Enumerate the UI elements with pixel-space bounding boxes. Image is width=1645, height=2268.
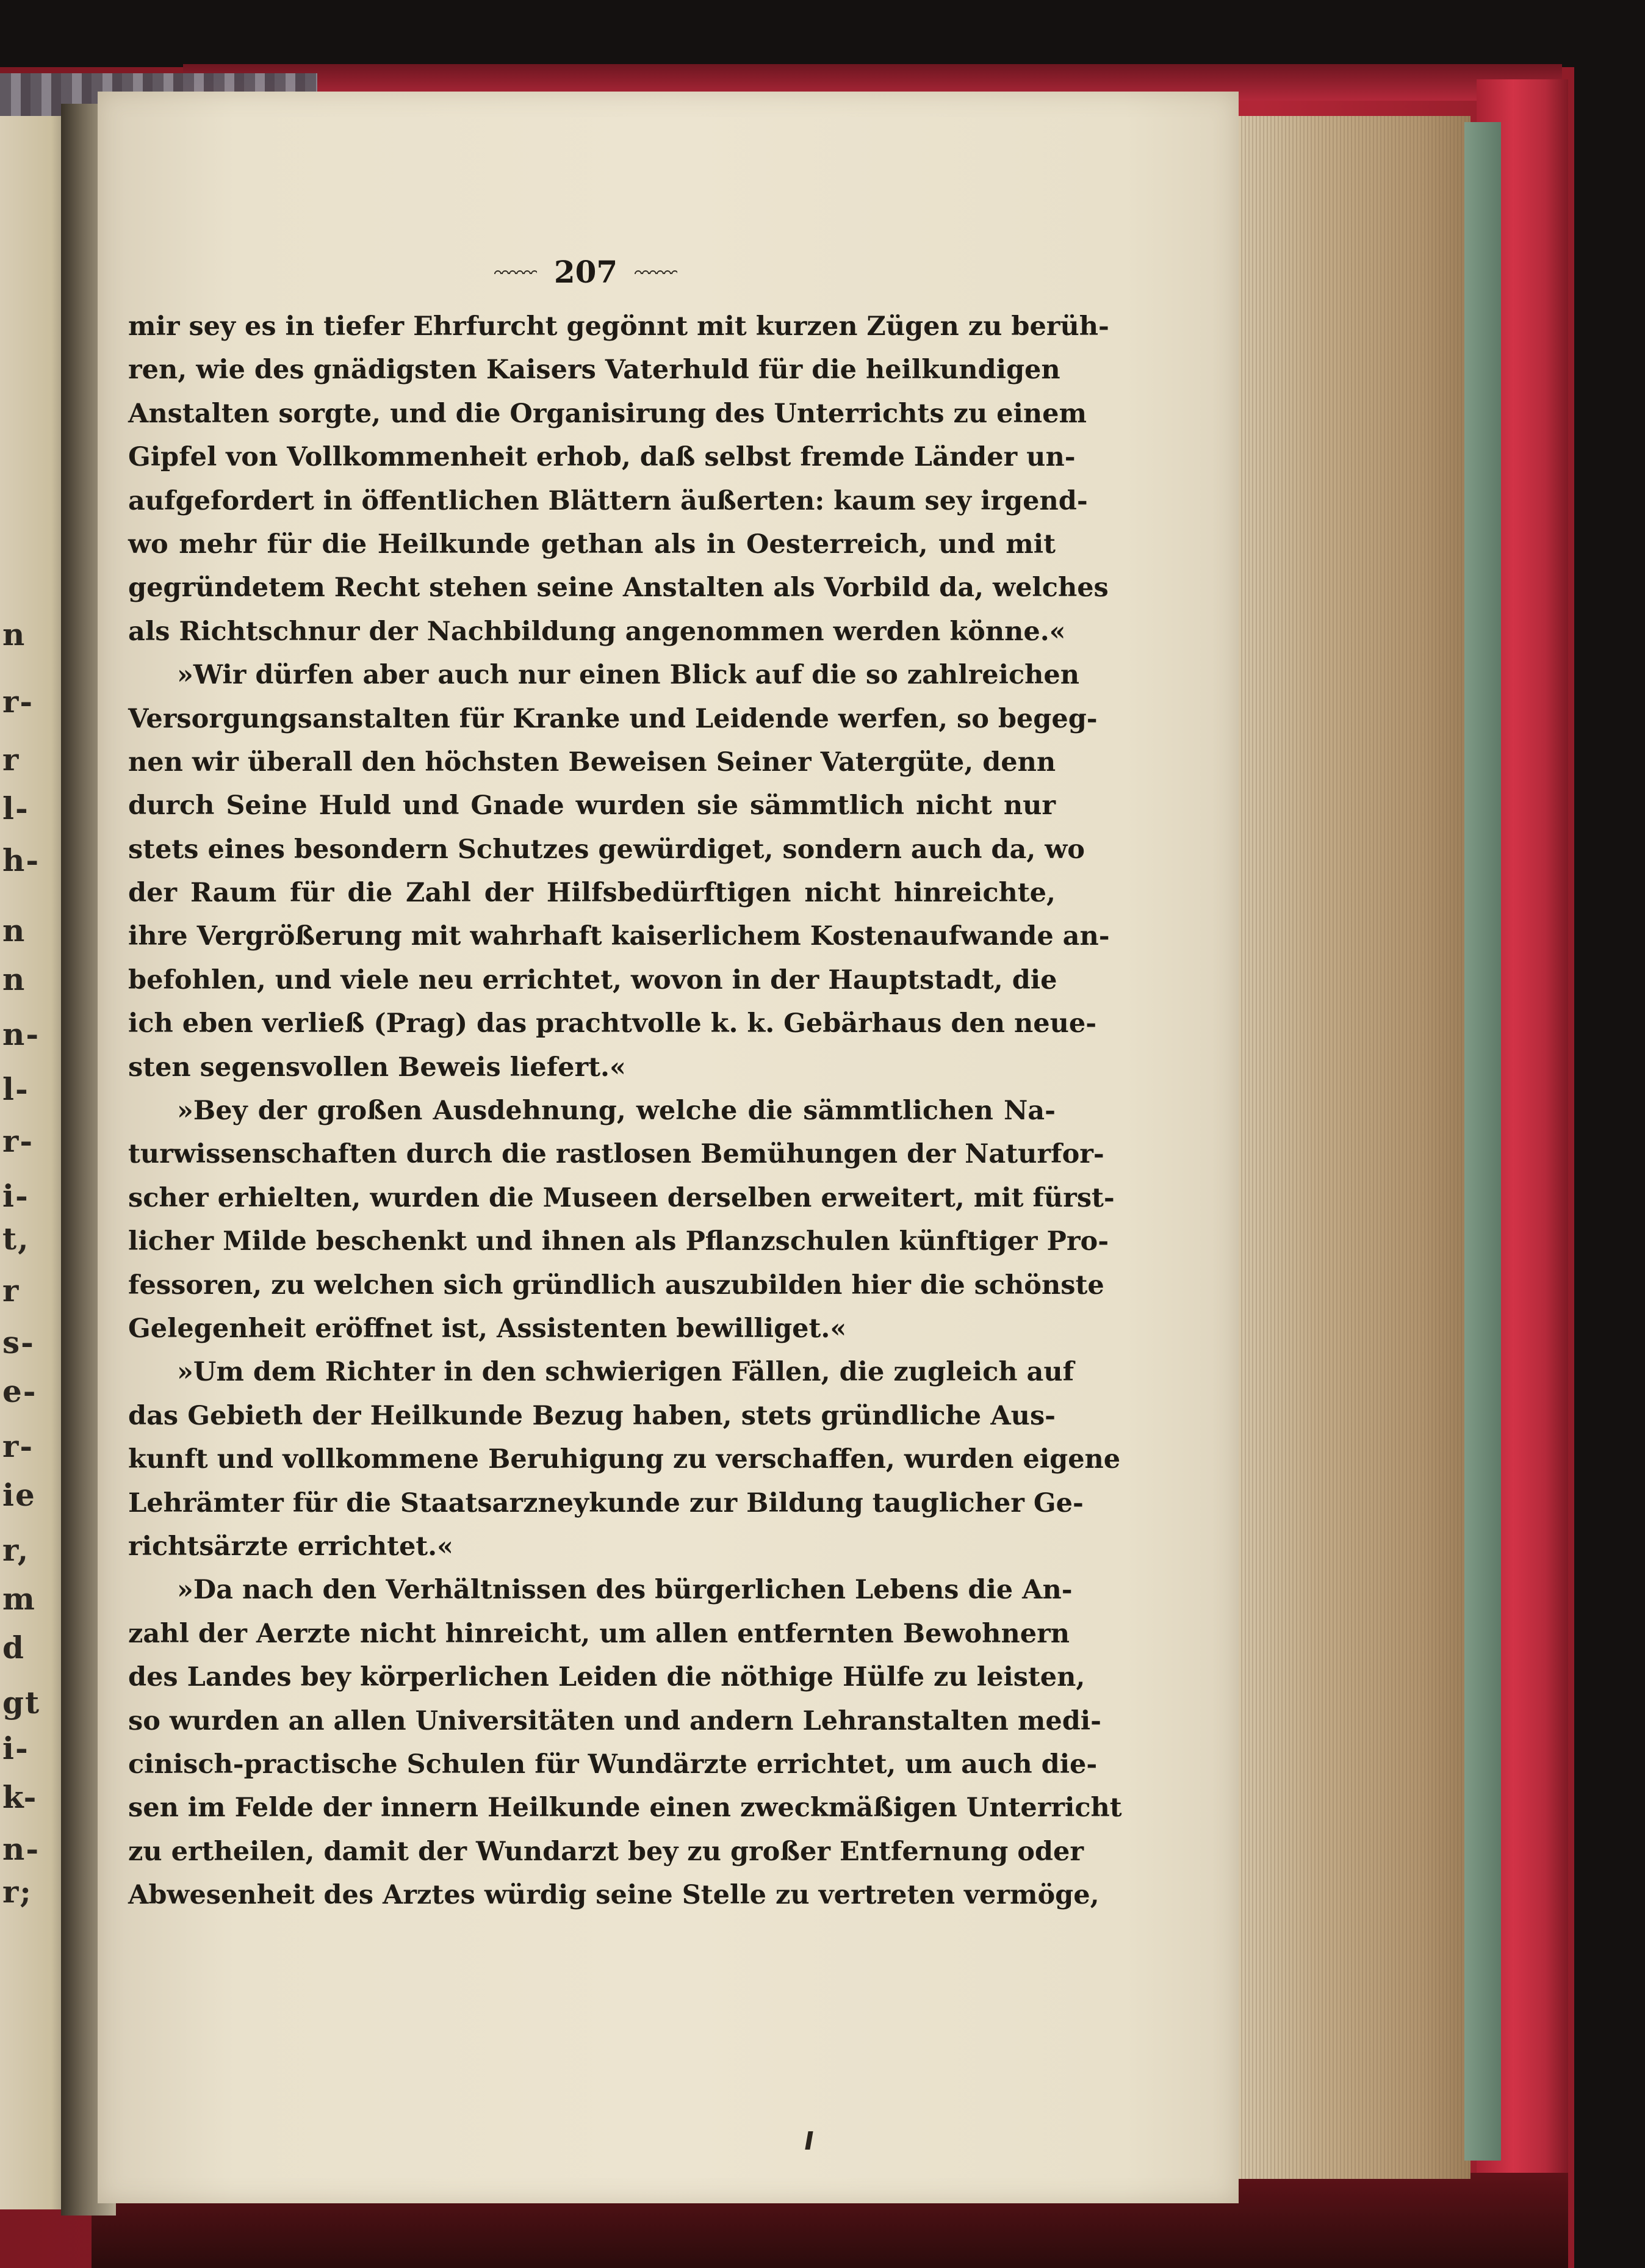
previous-page-fragment: h-	[2, 842, 40, 878]
endpaper	[1464, 122, 1501, 2161]
previous-page-fragment: r,	[2, 1532, 30, 1568]
text-line: ich eben verließ (Prag) das prachtvolle k. k. Gebärhaus den neue-	[128, 1008, 1097, 1039]
previous-page-fragment: s-	[2, 1324, 35, 1360]
text-line: »Wir dürfen aber auch nur einen Blick auf die so zahlreichen	[177, 660, 1080, 691]
previous-page-fragment: r-	[2, 684, 34, 720]
text-line: cinisch-practische Schulen für Wundärzte errichtet, um auch die-	[128, 1749, 1098, 1780]
text-line: aufgefordert in öffentlichen Blättern äußerten: kaum sey irgend-	[128, 485, 1088, 516]
text-line: zahl der Aerzte nicht hinreicht, um allen entfernten Bewohnern	[128, 1618, 1070, 1649]
text-line: kunft und vollkommene Beruhigung zu verschaffen, wurden eigene	[128, 1444, 1121, 1475]
text-line: sten segensvollen Beweis liefert.«	[128, 1052, 626, 1083]
previous-page-fragment: i-	[2, 1730, 29, 1766]
ornament-left-icon	[494, 267, 537, 276]
text-line: Versorgungsanstalten für Kranke und Leidende werfen, so begeg-	[128, 703, 1098, 734]
text-line: richtsärzte errichtet.«	[128, 1531, 454, 1562]
previous-page-fragment: n	[2, 616, 26, 652]
previous-page-fragment: r;	[2, 1874, 32, 1910]
running-header	[464, 250, 708, 293]
text-line: fessoren, zu welchen sich gründlich auszubilden hier die schönste	[128, 1269, 1104, 1301]
text-line: licher Milde beschenkt und ihnen als Pflanzschulen künftiger Pro-	[128, 1226, 1109, 1257]
text-line: als Richtschnur der Nachbildung angenommen werden könne.«	[128, 616, 1066, 647]
ornament-right-icon	[635, 267, 677, 276]
text-line: das Gebieth der Heilkunde Bezug haben, stets gründliche Aus-	[128, 1400, 1056, 1431]
previous-page-fragment: n	[2, 912, 26, 948]
previous-page-fragment: l-	[2, 1071, 29, 1107]
previous-page-fragment: k-	[2, 1779, 38, 1815]
text-line: gegründetem Recht stehen seine Anstalten als Vorbild da, welches	[128, 572, 1109, 604]
text-line: »Da nach den Verhältnissen des bürgerlichen Lebens die An-	[177, 1575, 1073, 1606]
previous-page-fragment: t,	[2, 1221, 30, 1257]
text-line: so wurden an allen Universitäten und andern Lehranstalten medi-	[128, 1705, 1101, 1736]
text-line: Gipfel von Vollkommenheit erhob, daß selbst fremde Länder un-	[128, 442, 1076, 473]
previous-page-fragment: i-	[2, 1178, 29, 1214]
previous-page-fragment: l-	[2, 790, 29, 826]
text-line: Gelegenheit eröffnet ist, Assistenten bewilliget.«	[128, 1313, 847, 1344]
text-line: wo mehr für die Heilkunde gethan als in Oesterreich, und mit	[128, 529, 1056, 560]
text-line: Anstalten sorgte, und die Organisirung des Unterrichts zu einem	[128, 398, 1087, 429]
text-line: sen im Felde der innern Heilkunde einen zweckmäßigen Unterricht	[128, 1793, 1122, 1824]
previous-page-fragment: r-	[2, 1428, 34, 1464]
text-line: ren, wie des gnädigsten Kaisers Vaterhuld für die heilkundigen	[128, 355, 1060, 386]
previous-page-fragment: n	[2, 961, 26, 997]
previous-page-fragment: r	[2, 1273, 20, 1309]
text-line: »Um dem Richter in den schwierigen Fällen, die zugleich auf	[177, 1357, 1074, 1388]
previous-page-fragment: m	[2, 1581, 36, 1617]
previous-page-fragment: r	[2, 742, 20, 778]
previous-page-fragment: r-	[2, 1123, 34, 1159]
text-line: der Raum für die Zahl der Hilfsbedürftigen nicht hinreichte,	[128, 878, 1056, 909]
previous-page-fragment: e-	[2, 1373, 37, 1409]
text-line: »Bey der großen Ausdehnung, welche die sämmtlichen Na-	[177, 1096, 1056, 1127]
previous-page-fragment: n-	[2, 1831, 40, 1867]
text-line: mir sey es in tiefer Ehrfurcht gegönnt mit kurzen Zügen zu berüh-	[128, 311, 1109, 342]
text-line: Lehrämter für die Staatsarzneykunde zur Bildung tauglicher Ge-	[128, 1487, 1084, 1519]
text-line: befohlen, und viele neu errichtet, wovon in der Hauptstadt, die	[128, 964, 1057, 995]
text-line: des Landes bey körperlichen Leiden die nöthige Hülfe zu leisten,	[128, 1662, 1085, 1693]
previous-page-fragment: gt	[2, 1685, 41, 1721]
previous-page-fragment: n-	[2, 1016, 40, 1052]
previous-page-fragment: d	[2, 1630, 25, 1666]
text-line: ihre Vergrößerung mit wahrhaft kaiserlichem Kostenaufwande an-	[128, 921, 1110, 952]
text-line: nen wir überall den höchsten Beweisen Seiner Vatergüte, denn	[128, 746, 1056, 778]
previous-page-fragment: ie	[2, 1477, 36, 1513]
text-line: durch Seine Huld und Gnade wurden sie sämmtlich nicht nur	[128, 790, 1056, 822]
text-line: turwissenschaften durch die rastlosen Bemühungen der Naturfor-	[128, 1139, 1104, 1170]
text-line: stets eines besondern Schutzes gewürdiget, sondern auch da, wo	[128, 834, 1085, 865]
text-line: zu ertheilen, damit der Wundarzt bey zu großer Entfernung oder	[128, 1836, 1084, 1867]
text-line: Abwesenheit des Arztes würdig seine Stelle zu vertreten vermöge,	[128, 1880, 1100, 1911]
page-fore-edge	[1226, 116, 1470, 2179]
body-text	[128, 305, 1122, 1917]
text-line: scher erhielten, wurden die Museen derselben erweitert, mit fürst-	[128, 1182, 1115, 1213]
page-number: 207	[553, 253, 618, 290]
